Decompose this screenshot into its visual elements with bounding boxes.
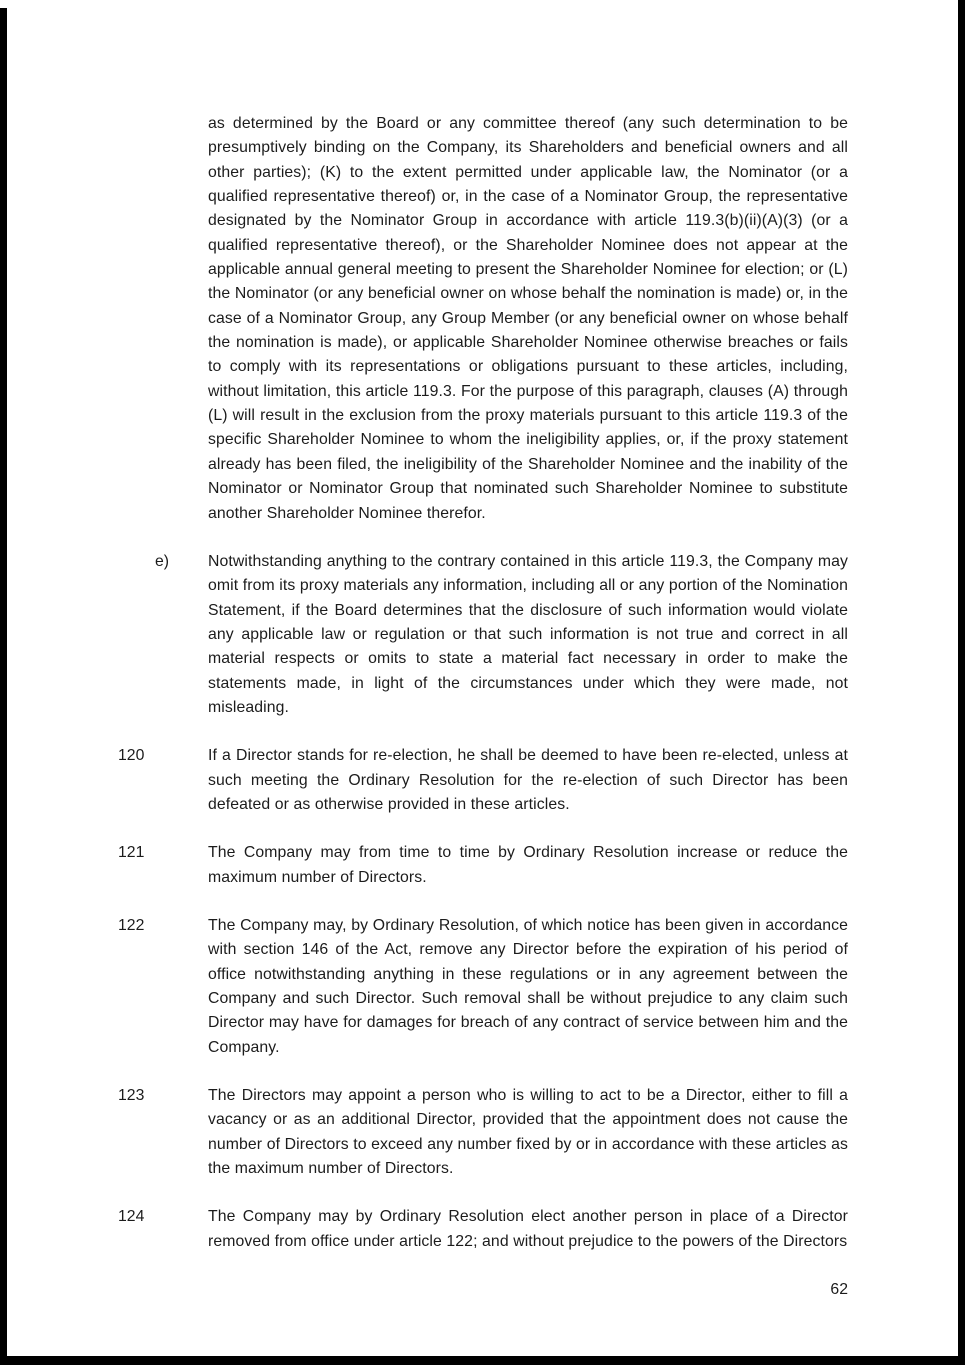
paragraph-text: The Company may from time to time by Ordinary Resolution increase or reduce the maximum number of Directors. (208, 844, 848, 886)
paragraph-120 (118, 744, 848, 817)
paragraph-text: The Company may by Ordinary Resolution elect another person in place of a Director removed from office under article 122; and without prejudice to the powers of the Directors (208, 1208, 848, 1250)
scan-edge-right (958, 0, 965, 1365)
paragraph-text: as determined by the Board or any committee thereof (any such determination to be presumptively binding on the Company, its Shareholders and beneficial owners and all other parties); (K) to the extent permitted under applicable law, the Nominator (or a qualified representative thereof) or, in the case of a Nominator Group, the representative designated by the Nominator Group in accordance with article 119.3(b)(ii)(A)(3) (or a qualified representative thereof), or the Shareholder Nominee does not appear at the applicable annual general meeting to present the Shareholder Nominee for election; or (L) the Nominator (or any beneficial owner on whose behalf the nomination is made) or, in the case of a Nominator Group, any Group Member (or any beneficial owner on whose behalf the nomination is made), or applicable Shareholder Nominee otherwise breaches or fails to comply with its representations or obligations pursuant to these articles, including, without limitation, this article 119.3. For the purpose of this paragraph, clauses (A) through (L) will result in the exclusion from the proxy materials pursuant to this article 119.3 of the specific Shareholder Nominee to whom the ineligibility applies, or, if the proxy statement already has been filed, the ineligibility of the Shareholder Nominee and the inability of the Nominator or Nominator Group that nominated such Shareholder Nominee to substitute another Shareholder Nominee therefor. (208, 115, 848, 522)
paragraph-e (155, 550, 848, 720)
paragraph-121 (118, 841, 848, 890)
paragraph-text: If a Director stands for re-election, he shall be deemed to have been re-elected, unless at such meeting the Ordinary Resolution for the re-election of such Director has been defeated or as otherwise provided in these articles. (208, 747, 848, 813)
paragraph-122 (118, 914, 848, 1060)
paragraph-119-continuation (208, 112, 848, 526)
document-content (118, 112, 848, 1302)
scan-edge-left (0, 8, 7, 1365)
paragraph-marker: 121 (118, 844, 145, 862)
paragraph-marker: 124 (118, 1208, 145, 1226)
paragraph-marker: e) (155, 552, 170, 570)
page-number: 62 (830, 1281, 848, 1299)
paragraph-marker: 120 (118, 747, 145, 765)
paragraph-123 (118, 1084, 848, 1181)
paragraph-marker: 123 (118, 1087, 145, 1105)
scan-edge-bottom (0, 1356, 965, 1365)
paragraph-124 (118, 1205, 848, 1254)
paragraph-marker: 122 (118, 916, 145, 934)
paragraph-text: The Directors may appoint a person who is willing to act to be a Director, either to fill a vacancy or as an additional Director, provided that the appointment does not cause the number of Directors to exceed any number fixed by or in accordance with these articles as the maximum number of Directors. (208, 1087, 848, 1178)
paragraph-text: Notwithstanding anything to the contrary contained in this article 119.3, the Company may omit from its proxy materials any information, including all or any portion of the Nomination Statement, if the Board determines that the disclosure of such information would violate any applicable law or regulation or that such information is not true and correct in all material respects or omits to state a material fact necessary in order to make the statements made, in light of the circumstances under which they were made, not misleading. (208, 552, 848, 716)
paragraph-text: The Company may, by Ordinary Resolution, of which notice has been given in accordance with section 146 of the Act, remove any Director before the expiration of his period of office notwithstanding anything in these regulations or in any agreement between the Company and such Director. Such removal shall be without prejudice to any claim such Director may have for damages for breach of any contract of service between him and the Company. (208, 916, 848, 1056)
